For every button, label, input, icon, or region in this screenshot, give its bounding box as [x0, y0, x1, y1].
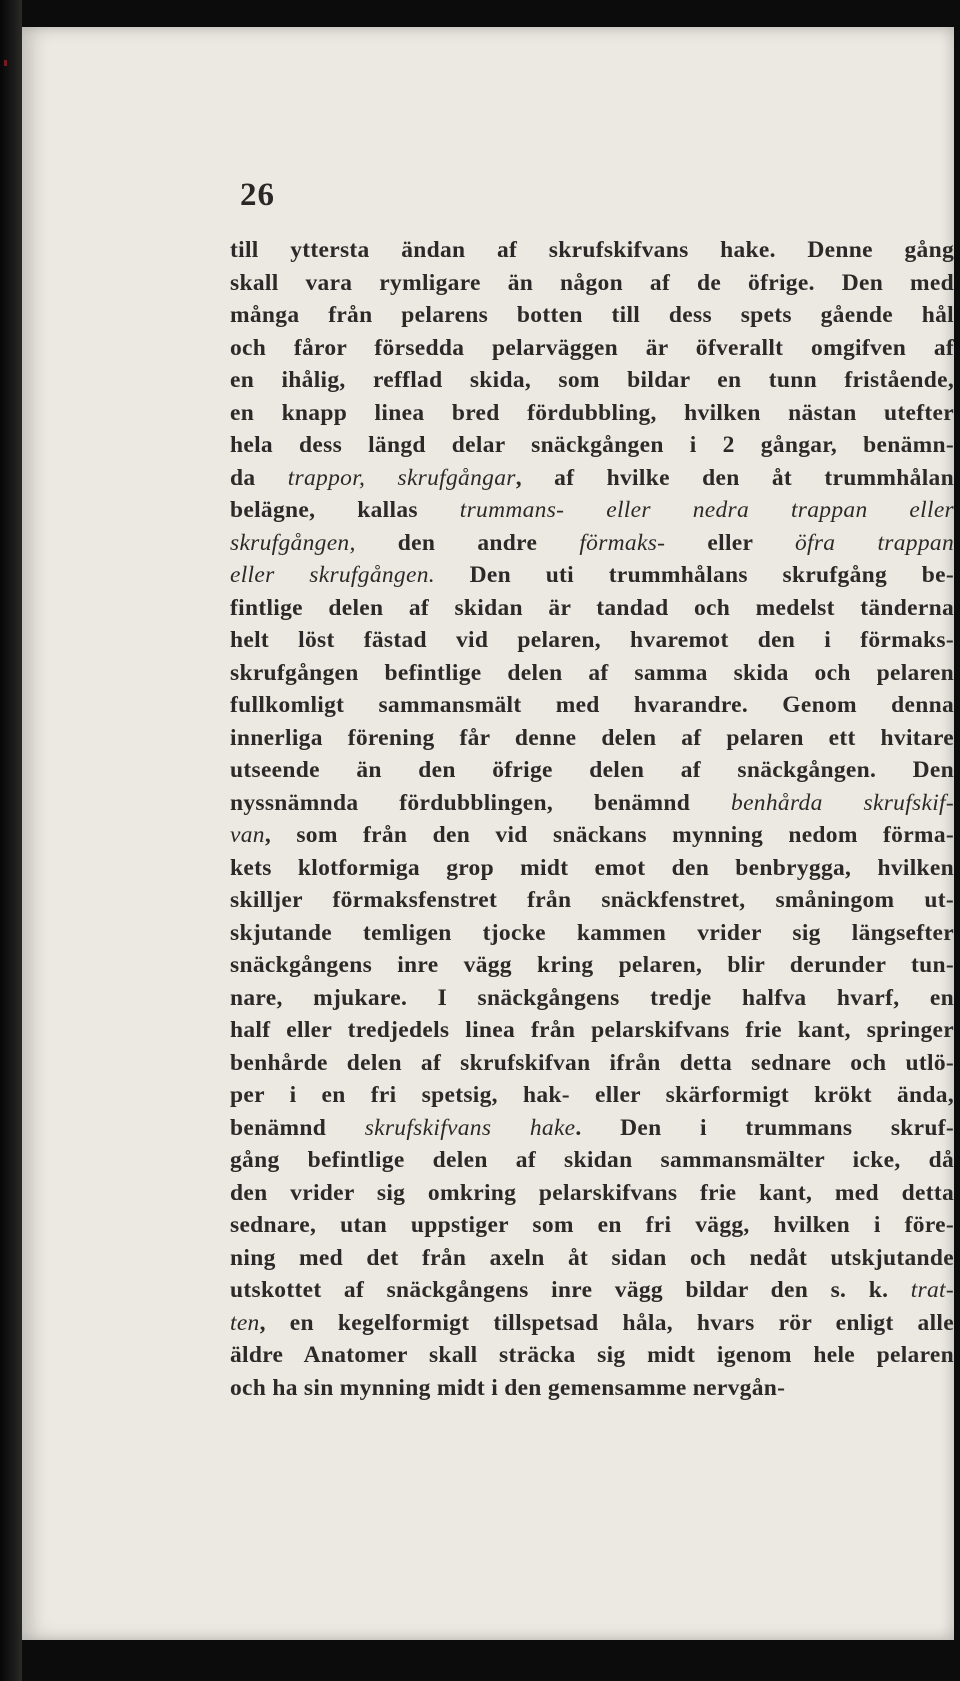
text-line	[230, 234, 954, 267]
text-line	[230, 624, 954, 657]
text-segment: benämnd	[230, 1114, 365, 1141]
text-segment: skall vara rymligare än någon af de öfrige. Den med	[230, 269, 954, 296]
text-segment: half eller tredjedels linea från pelarskifvans frie kant, springer	[230, 1017, 954, 1043]
text-line	[230, 949, 954, 982]
text-segment: fullkomligt sammansmält med hvarandre. Genom denna	[230, 692, 954, 718]
text-line	[230, 397, 954, 430]
text-segment: nyssnämnda fördubblingen, benämnd	[230, 789, 732, 816]
text-line	[230, 592, 954, 625]
text-segment: en ihålig, refflad skida, som bildar en tunn fristående,	[230, 367, 954, 393]
text-line	[230, 1112, 954, 1145]
text-segment: gång befintlige delen af skidan sammansmälter icke, då	[230, 1147, 954, 1173]
text-segment: skilljer förmaksfenstret från snäckfenstret, småningom ut-	[230, 887, 954, 913]
text-segment: da	[230, 464, 288, 491]
text-segment: äldre Anatomer skall sträcka sig midt igenom hele pelaren	[230, 1342, 954, 1368]
text-segment: per i en fri spetsig, hak- eller skärformigt krökt ända,	[230, 1082, 954, 1108]
page-number: 26	[240, 177, 275, 213]
text-line	[230, 982, 954, 1015]
emphasized-term: trat-	[910, 1277, 954, 1303]
text-line	[230, 527, 954, 560]
scan-mark	[4, 60, 7, 66]
text-segment: innerliga förening får denne delen af pelaren ett hvitare	[230, 724, 954, 751]
emphasized-term: skrufskifvans hake	[364, 1114, 576, 1141]
text-segment: utskottet af snäckgångens inre vägg bildar den s. k.	[230, 1277, 911, 1303]
text-segment: , som från den vid snäckans mynning nedom förma-	[264, 822, 954, 848]
text-segment: sednare, utan uppstiger som en fri vägg, hvilken i före-	[230, 1212, 954, 1238]
text-segment: kets klotformiga grop midt emot den benbrygga, hvilken	[230, 854, 954, 881]
text-segment: helt löst fästad vid pelaren, hvaremot den i förmaks-	[230, 627, 954, 653]
text-line	[230, 787, 954, 820]
emphasized-term: eller skrufgången.	[230, 562, 435, 588]
emphasized-term: öfra trappan	[794, 529, 954, 556]
text-segment: , en kegelformigt tillspetsad håla, hvars rör enligt alle	[259, 1309, 954, 1336]
text-segment: nare, mjukare. I snäckgångens tredje halfva hvarf, en	[230, 984, 954, 1011]
text-line	[230, 1339, 954, 1372]
text-line	[230, 1144, 954, 1177]
text-line	[230, 1242, 954, 1275]
text-line	[230, 1079, 954, 1112]
text-line	[230, 364, 954, 397]
text-line	[230, 494, 954, 527]
text-line	[230, 299, 954, 332]
text-segment: många från pelarens botten till dess spets gående hål	[230, 302, 954, 328]
text-line	[230, 754, 954, 787]
text-segment: en knapp linea bred fördubbling, hvilken nästan utefter	[230, 399, 954, 426]
text-line	[230, 689, 954, 722]
text-line	[230, 559, 954, 592]
text-segment: fintlige delen af skidan är tandad och medelst tänderna	[230, 594, 954, 621]
emphasized-term: ten	[230, 1309, 260, 1336]
text-line	[230, 1047, 954, 1080]
text-line	[230, 1014, 954, 1047]
text-segment: hela dess längd delar snäckgången i 2 gångar, benämn-	[230, 432, 954, 458]
scan-border	[0, 0, 22, 1681]
emphasized-term: trummans- eller nedra trappan eller	[459, 497, 954, 523]
text-line	[230, 267, 954, 300]
emphasized-term: förmaks-	[579, 529, 666, 556]
text-segment: , af hvilke den åt trummhålan	[515, 464, 954, 491]
text-line	[230, 917, 954, 950]
text-line	[230, 332, 954, 365]
text-segment: och fåror försedda pelarväggen är öfverallt omgifven af	[230, 334, 954, 361]
text-segment: snäckgångens inre vägg kring pelaren, blir derunder tun-	[230, 952, 954, 978]
text-segment: eller	[665, 529, 795, 556]
text-segment: skrufgången befintlige delen af samma skida och pelaren	[230, 659, 954, 686]
emphasized-term: van	[230, 822, 265, 848]
text-line	[230, 657, 954, 690]
text-line	[230, 884, 954, 917]
text-line	[230, 1177, 954, 1210]
emphasized-term: benhårda skrufskif-	[731, 789, 954, 816]
body-text	[230, 234, 954, 1404]
text-line	[230, 1274, 954, 1307]
text-segment: skjutande temligen tjocke kammen vrider sig längsefter	[230, 919, 954, 946]
text-line	[230, 819, 954, 852]
book-page	[22, 27, 954, 1640]
text-segment: benhårde delen af skrufskifvan ifrån detta sednare och utlö-	[230, 1049, 954, 1076]
text-line	[230, 429, 954, 462]
text-segment: den vrider sig omkring pelarskifvans frie kant, med detta	[230, 1179, 954, 1206]
emphasized-term: skrufgången,	[230, 529, 356, 556]
text-segment: till yttersta ändan af skrufskifvans hake. Denne gång	[230, 237, 954, 263]
emphasized-term: trappor, skrufgångar	[287, 464, 516, 491]
text-line	[230, 722, 954, 755]
text-line	[230, 1209, 954, 1242]
text-line	[230, 852, 954, 885]
text-segment: den andre	[355, 529, 580, 556]
text-line	[230, 462, 954, 495]
text-segment: . Den i trummans skruf-	[575, 1114, 954, 1141]
text-line	[230, 1372, 954, 1405]
text-segment: utseende än den öfrige delen af snäckgången. Den	[230, 757, 954, 783]
text-line	[230, 1307, 954, 1340]
text-segment: och ha sin mynning midt i den gemensamme nervgån-	[230, 1374, 786, 1401]
text-segment: belägne, kallas	[230, 497, 460, 523]
text-segment: Den uti trummhålans skrufgång be-	[434, 562, 954, 588]
text-segment: ning med det från axeln åt sidan och nedåt utskjutande	[230, 1244, 954, 1271]
